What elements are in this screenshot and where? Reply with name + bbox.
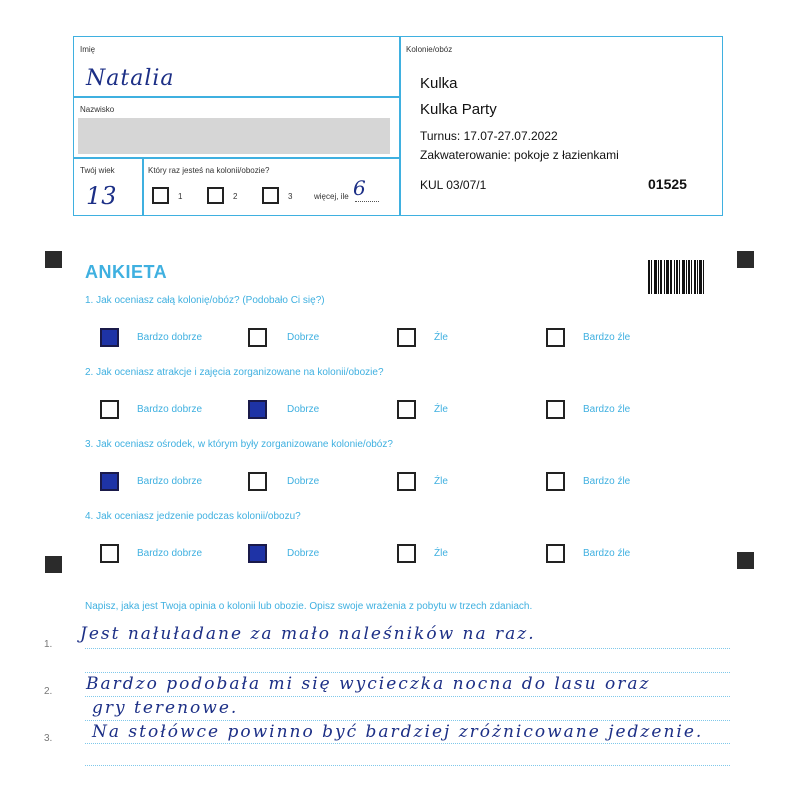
- q2-option-1-checkbox[interactable]: [100, 400, 119, 419]
- q2-option-4-label: Bardzo źle: [583, 404, 631, 415]
- answer-line-1: [85, 648, 730, 649]
- line-number-3: 3.: [44, 733, 53, 744]
- registration-mark-top-right: [737, 251, 754, 268]
- turnus-text: Turnus: 17.07-27.07.2022: [420, 129, 558, 143]
- answer-text-2-continued[interactable]: gry terenowe.: [92, 698, 239, 718]
- q1-option-4-checkbox[interactable]: [546, 328, 565, 347]
- q4-option-1-label: Bardzo dobrze: [137, 548, 203, 559]
- colony-party: Kulka Party: [420, 101, 497, 118]
- colony-code: KUL 03/07/1: [420, 178, 487, 192]
- question-4: 4. Jak oceniasz jedzenie podczas kolonii/obozu?: [85, 511, 301, 522]
- colony-label: Kolonie/obóz: [406, 45, 453, 54]
- surname-label: Nazwisko: [80, 105, 115, 114]
- age-field[interactable]: 13: [86, 182, 117, 210]
- line-number-2: 2.: [44, 686, 53, 697]
- answer-text-2[interactable]: Bardzo podobała mi się wycieczka nocna do lasu oraz: [86, 674, 651, 694]
- q3-option-3-checkbox[interactable]: [397, 472, 416, 491]
- question-3: 3. Jak oceniasz ośrodek, w którym były zorganizowane kolonie/obóz?: [85, 439, 393, 450]
- age-label: Twój wiek: [80, 166, 115, 175]
- times-option-3: 3: [288, 192, 293, 201]
- q1-option-1-label: Bardzo dobrze: [137, 332, 203, 343]
- q1-option-3-checkbox[interactable]: [397, 328, 416, 347]
- times-more-underline: [355, 201, 379, 202]
- answer-line-3: [85, 743, 730, 744]
- form-number: 01525: [648, 176, 687, 192]
- registration-mark-bottom-left: [45, 556, 62, 573]
- q2-option-3-label: Źle: [434, 404, 448, 415]
- answer-line-2: [85, 696, 730, 697]
- surname-redacted-field[interactable]: [78, 118, 390, 154]
- question-2: 2. Jak oceniasz atrakcje i zajęcia zorganizowane na kolonii/obozie?: [85, 367, 384, 378]
- times-checkbox-2[interactable]: [207, 187, 224, 204]
- header-divider-age: [142, 157, 144, 216]
- times-label: Który raz jesteś na kolonii/obozie?: [148, 166, 270, 175]
- times-more-label: więcej, ile: [314, 192, 349, 201]
- q1-option-4-label: Bardzo źle: [583, 332, 631, 343]
- header-divider-name: [73, 96, 399, 98]
- survey-title: ANKIETA: [85, 262, 168, 282]
- q4-option-4-checkbox[interactable]: [546, 544, 565, 563]
- q2-option-2-label: Dobrze: [287, 404, 320, 415]
- q4-option-4-label: Bardzo źle: [583, 548, 631, 559]
- q3-option-4-label: Bardzo źle: [583, 476, 631, 487]
- q3-option-4-checkbox[interactable]: [546, 472, 565, 491]
- colony-name: Kulka: [420, 75, 458, 92]
- q1-option-2-checkbox[interactable]: [248, 328, 267, 347]
- name-field[interactable]: Natalia: [86, 66, 175, 91]
- lodging-text: Zakwaterowanie: pokoje z łazienkami: [420, 148, 619, 162]
- q4-option-1-checkbox[interactable]: [100, 544, 119, 563]
- header-divider-vertical: [399, 36, 401, 216]
- answer-text-3[interactable]: Na stołówce powinno być bardziej zróżnicowane jedzenie.: [92, 722, 704, 742]
- q1-option-1-checkbox[interactable]: [100, 328, 119, 347]
- times-option-2: 2: [233, 192, 238, 201]
- q3-option-2-label: Dobrze: [287, 476, 320, 487]
- name-label: Imię: [80, 45, 96, 54]
- registration-mark-bottom-right: [737, 552, 754, 569]
- line-number-1: 1.: [44, 639, 53, 650]
- q4-option-3-label: Źle: [434, 548, 448, 559]
- answer-line-1b: [85, 672, 730, 673]
- q2-option-2-checkbox[interactable]: [248, 400, 267, 419]
- q1-option-2-label: Dobrze: [287, 332, 320, 343]
- q2-option-4-checkbox[interactable]: [546, 400, 565, 419]
- times-more-field[interactable]: 6: [353, 176, 366, 200]
- registration-mark-top-left: [45, 251, 62, 268]
- q3-option-2-checkbox[interactable]: [248, 472, 267, 491]
- q1-option-3-label: Źle: [434, 332, 448, 343]
- times-checkbox-3[interactable]: [262, 187, 279, 204]
- q2-option-3-checkbox[interactable]: [397, 400, 416, 419]
- times-option-1: 1: [178, 192, 183, 201]
- answer-line-3b: [85, 765, 730, 766]
- q3-option-3-label: Źle: [434, 476, 448, 487]
- barcode: [648, 260, 704, 294]
- q4-option-2-label: Dobrze: [287, 548, 320, 559]
- q3-option-1-label: Bardzo dobrze: [137, 476, 203, 487]
- times-checkbox-1[interactable]: [152, 187, 169, 204]
- answer-line-2b: [85, 720, 730, 721]
- q3-option-1-checkbox[interactable]: [100, 472, 119, 491]
- q4-option-3-checkbox[interactable]: [397, 544, 416, 563]
- question-1: 1. Jak oceniasz całą kolonię/obóz? (Podobało Ci się?): [85, 295, 325, 306]
- answer-text-1[interactable]: Jest nałuładane za mało naleśników na raz.: [80, 624, 536, 644]
- q2-option-1-label: Bardzo dobrze: [137, 404, 203, 415]
- opinion-prompt: Napisz, jaka jest Twoja opinia o kolonii lub obozie. Opisz swoje wrażenia z pobytu w trzech zdaniach.: [85, 601, 533, 612]
- header-divider-surname: [73, 157, 399, 159]
- q4-option-2-checkbox[interactable]: [248, 544, 267, 563]
